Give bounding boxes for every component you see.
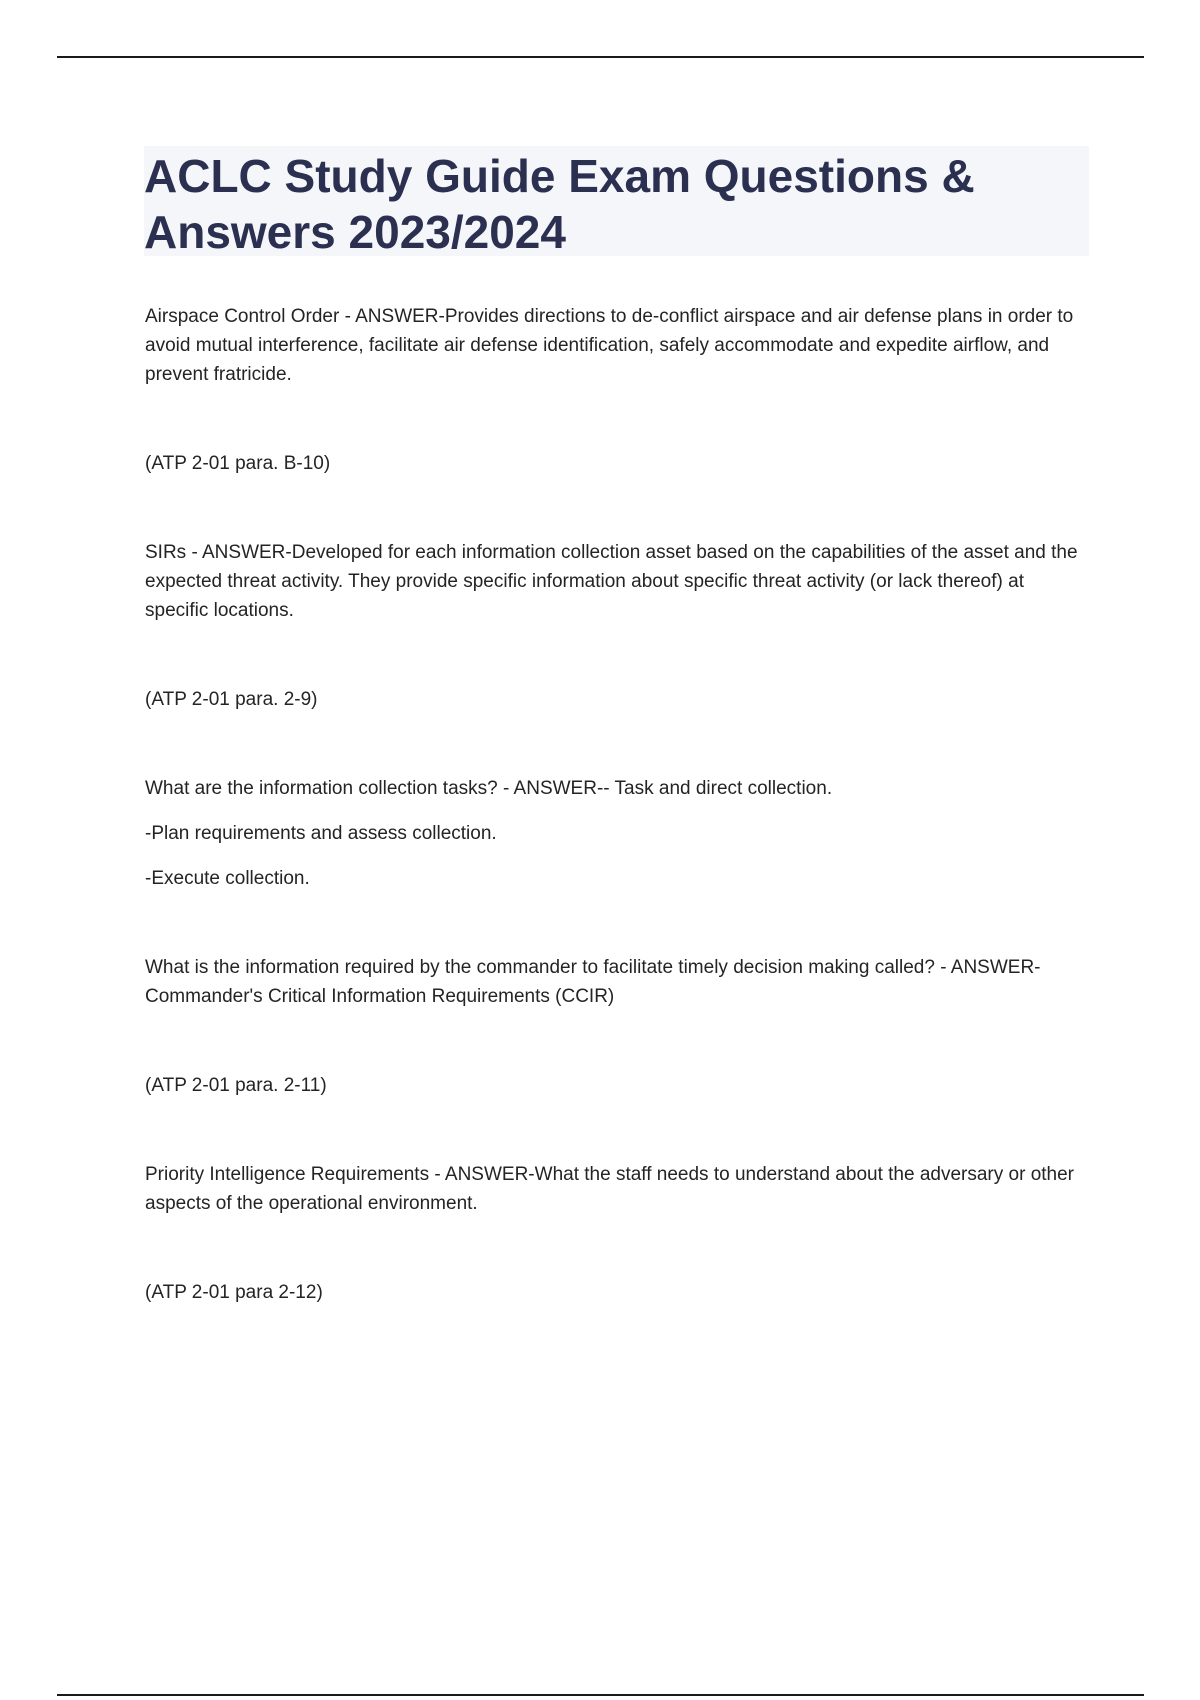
title-block [144,146,1089,256]
entry-text: What are the information collection tasks? - ANSWER-- Task and direct collection. [145,778,833,799]
list-item: -Execute collection. [145,868,310,889]
entry-reference: (ATP 2-01 para. 2-9) [145,689,318,710]
entry-text: Priority Intelligence Requirements - ANSWER-What the staff needs to understand about the adversary or other aspects of the operational environment. [145,1164,1075,1214]
bottom-rule [57,1694,1144,1696]
entry-text: SIRs - ANSWER-Developed for each information collection asset based on the capabilities of the asset and the expected threat activity. They provide specific information about specific threat activity (or lack thereof) at specific locations. [145,542,1078,621]
document-title: ACLC Study Guide Exam Questions & Answers 2023/2024 [144,150,975,258]
entry-reference: (ATP 2-01 para. 2-11) [145,1075,327,1096]
top-rule [57,56,1144,58]
list-item: -Plan requirements and assess collection. [145,823,497,844]
entry-reference: (ATP 2-01 para. B-10) [145,453,331,474]
document-body [145,302,1090,1307]
entry-text: Airspace Control Order - ANSWER-Provides directions to de-conflict airspace and air defense plans in order to avoid mutual interference, facilitate air defense identification, safely accommodate and expedite airflow, and prevent fratricide. [145,306,1074,385]
entry-reference: (ATP 2-01 para 2-12) [145,1282,323,1303]
entry-text: What is the information required by the commander to facilitate timely decision making called? - ANSWER-Commander's Critical Information Requirements (CCIR) [145,957,1041,1007]
